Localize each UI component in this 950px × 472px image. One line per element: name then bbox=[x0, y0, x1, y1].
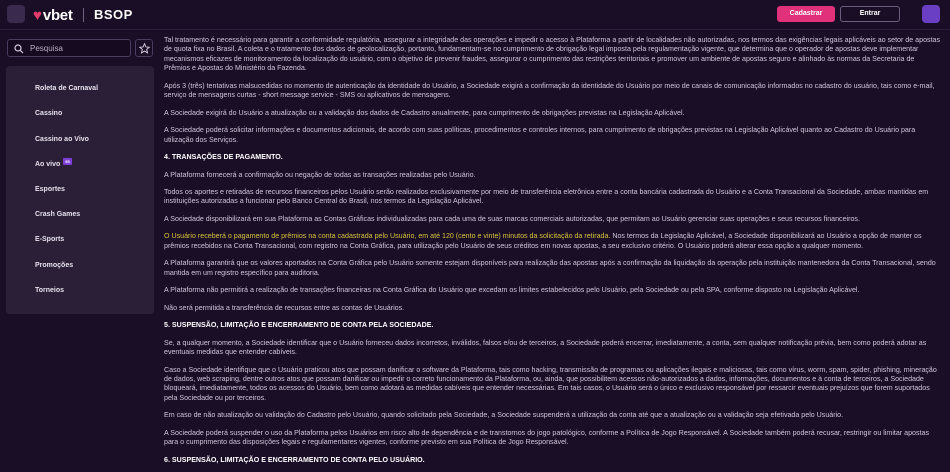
sidebar-item-label: Promoções bbox=[35, 262, 74, 269]
section-heading: 5. SUSPENSÃO, LIMITAÇÃO E ENCERRAMENTO DE CONTA PELA SOCIEDADE. bbox=[164, 321, 434, 330]
bsop-logo[interactable]: BSOP bbox=[94, 7, 133, 22]
sidebar-item-e-sports[interactable] bbox=[35, 233, 64, 247]
menu-button[interactable] bbox=[7, 5, 25, 23]
paragraph: A Sociedade disponibilizará em sua Plataforma as Contas Gráficas individualizadas para cada uma de suas marcas comerciais autorizadas, que permitam ao Usuário gerenciar suas operações e seus recursos financeiros. bbox=[164, 214, 860, 223]
sidebar-item-label: E-Sports bbox=[35, 236, 65, 243]
terms-content bbox=[164, 36, 942, 472]
paragraph: Todos os aportes e retiradas de recursos financeiros pelos Usuário serão realizados exclusivamente por meio de transferência eletrônica entre a conta bancária cadastrada do Usuário e a Conta Transacional da Sociedade, ambas mantidas em instituições autorizadas a funcionar pelo Banco Central do Brasil, nos termos da Legislação Aplicável. bbox=[164, 188, 929, 206]
paragraph: A Plataforma garantirá que os valores aportados na Conta Gráfica pelo Usuário somente estejam disponíveis para realização das apostas após a confirmação da liquidação da operação pela instituição mantenedora da Conta Transacional, sendo mantida em um registro específico para auditoria. bbox=[164, 259, 936, 277]
search-input[interactable] bbox=[30, 41, 126, 55]
highlighted-text: O Usuário receberá o pagamento de prêmios na conta cadastrada pelo Usuário, em até 120 (cento e vinte) minutos da solicitação da retirada. bbox=[164, 232, 611, 241]
search-box[interactable] bbox=[7, 39, 131, 57]
vbet-logo-icon: ♥ bbox=[33, 6, 42, 24]
sidebar-nav bbox=[6, 66, 154, 314]
paragraph: A Plataforma fornecerá a confirmação ou negação de todas as transações realizadas pelo Usuário. bbox=[164, 170, 476, 179]
sidebar-item-esportes[interactable] bbox=[35, 183, 65, 197]
sidebar-item-cassino[interactable] bbox=[35, 107, 62, 121]
sidebar-item-label: Ao vivo bbox=[35, 161, 61, 168]
search-icon bbox=[14, 44, 24, 54]
sidebar-item-label: Torneios bbox=[35, 287, 65, 294]
sidebar-item-cassino-ao-vivo[interactable] bbox=[35, 133, 89, 147]
sidebar-item-label: Cassino bbox=[35, 110, 63, 117]
paragraph: A Sociedade poderá solicitar informações e documentos adicionais, de acordo com suas políticas, procedimentos e controles internos, para cumprimento de obrigações previstas na Legislação Aplicável quanto ao Cadastro do Usuário para utilização dos Serviços. bbox=[164, 126, 916, 144]
paragraph: A Plataforma não permitirá a realização de transações financeiras na Conta Gráfica do Usuário que excedam os limites estabelecidos pelo Usuário, pela Sociedade ou pela SPA, conforme disposto na Legislação Aplicável. bbox=[164, 286, 860, 295]
section-heading: 6. SUSPENSÃO, LIMITAÇÃO E ENCERRAMENTO DE CONTA PELO USUÁRIO. bbox=[164, 455, 425, 464]
top-bar bbox=[0, 0, 950, 30]
paragraph: Não será permitida a transferência de recursos entre as contas de Usuários. bbox=[164, 303, 405, 312]
paragraph: Caso a Sociedade identifique que o Usuário praticou atos que possam danificar o software da Plataforma, tais como hacking, transmissão de programas ou aplicações ilegais e maliciosas, tais como vírus, worm, spam, spider, phishing, mineração de dados, web scraping, dentre outros atos que possam danificar ou impedir o correto funcionamento da Plataforma, ou, ainda, que possibilitem acessos não-autorizados a dados, informações, documentos e à conta de terceiros, a Sociedade bloqueará, imediatamente, todos os acessos do Usuário, bem como adotará as medidas cabíveis que entender necessárias. Em tais casos, o Usuário será o único e exclusivo responsável por ressarcir eventuais prejuízos que forem suportados pela Sociedade ou por terceiros. bbox=[164, 365, 937, 402]
paragraph: A Sociedade poderá suspender o uso da Plataforma pelos Usuários em risco alto de dependência e de transtornos do jogo patológico, conforme a Política de Jogo Responsável. A Sociedade também poderá recusar, restringir ou limitar apostas para o cumprimento das disposições legais e regulamentares vigentes, conforme previsto em sua Política de Jogo Responsável. bbox=[164, 428, 930, 447]
paragraph-text: Nos termos da Legislação Aplicável, a Sociedade disponibilizará ao Usuário a opção de manter os prêmios recebidos na Conta Transacional, com registro na Conta Gráfica, para utilização pelo Usuário de seus créditos em novas apostas, a seu exclusivo critério. O Usuário poderá alterar essa opção a qualquer momento. bbox=[164, 232, 922, 250]
sidebar-item-torneios[interactable] bbox=[35, 284, 64, 298]
section-heading: 4. TRANSAÇÕES DE PAGAMENTO. bbox=[164, 153, 283, 162]
sidebar-item-roleta-de-carnaval[interactable] bbox=[35, 82, 98, 96]
favorites-button[interactable] bbox=[135, 39, 153, 57]
vbet-logo[interactable] bbox=[33, 6, 73, 24]
live-count-badge: 55 bbox=[65, 159, 70, 164]
paragraph: Após 3 (três) tentativas malsucedidas no momento de autenticação da identidade do Usuário, a Sociedade exigirá a confirmação da identidade do Usuário por meio de canais de comunicação informados no cadastro do usuário, tais como e-mail, serviço de mensagens curtas - short message service - SMS ou aplicativos de mensagens. bbox=[164, 81, 935, 100]
paragraph bbox=[164, 232, 942, 251]
paragraph: A Sociedade exigirá do Usuário a atualização ou a validação dos dados de Cadastro anualmente, para cumprimento de obrigações previstas na Legislação Aplicável. bbox=[164, 108, 685, 117]
sidebar-item-label: Crash Games bbox=[35, 211, 81, 218]
star-icon bbox=[139, 43, 150, 54]
register-button[interactable]: Cadastrar bbox=[777, 6, 835, 22]
sidebar-item-ao-vivo[interactable] bbox=[35, 158, 72, 172]
sidebar-item-label: Cassino ao Vivo bbox=[35, 136, 89, 143]
sidebar-item-promocoes[interactable] bbox=[35, 259, 73, 273]
sidebar-item-crash-games[interactable] bbox=[35, 208, 80, 222]
vbet-logo-text: vbet bbox=[42, 6, 73, 24]
paragraph: Se, a qualquer momento, a Sociedade identificar que o Usuário forneceu dados incorretos, inválidos, falsos e/ou de terceiros, a Sociedade poderá encerrar, imediatamente, a conta, sem qualquer notificação prévia, bem como poderá adotar as eventuais medidas que entender cabíveis. bbox=[164, 338, 927, 357]
sidebar-item-label: Esportes bbox=[35, 186, 65, 193]
sidebar-item-label: Roleta de Carnaval bbox=[35, 85, 99, 92]
login-button[interactable]: Entrar bbox=[840, 6, 900, 22]
paragraph: Tal tratamento é necessário para garantir a conformidade regulatória, assegurar a integridade das operações e impedir o acesso à Plataforma a partir de localidades não autorizadas, nos termos das exigências legais aplicáveis ao setor de apostas de quota fixa no Brasil. A coleta e o tratamento dos dados de geolocalização, portanto, fundamentam-se no cumprimento de obrigação legal imposta pela regulamentação vigente, que determina que o operador de apostas deve implementar mecanismos eficazes de monitoramento da localização do usuário, com o objetivo de prevenir fraudes, assegurar o cumprimento das restrições territoriais e promover um ambiente de apostas seguro e alinhado às normas da Secretaria de Prêmios e Apostas do Ministério da Fazenda. bbox=[164, 36, 941, 73]
logo-divider bbox=[83, 8, 84, 22]
profile-button[interactable] bbox=[922, 5, 940, 23]
paragraph: Em caso de não atualização ou validação do Cadastro pelo Usuário, quando solicitado pela Sociedade, a Sociedade suspenderá a utilização da conta até que a atualização ou a validação seja efetivada pelo Usuário. bbox=[164, 411, 844, 420]
